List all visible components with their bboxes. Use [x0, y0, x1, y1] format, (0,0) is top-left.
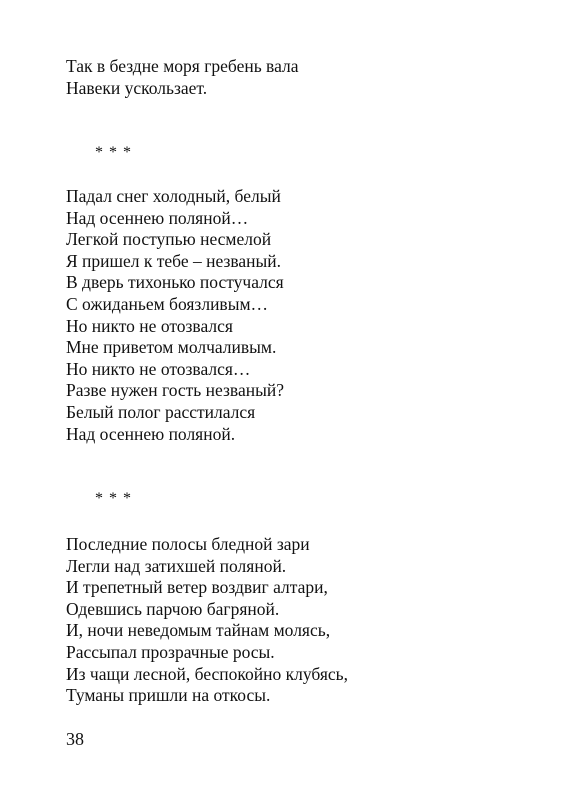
poem-line: Так в бездне моря гребень вала — [66, 56, 299, 76]
poem-line: Разве нужен гость незваный? — [66, 380, 284, 401]
poem-line: Я пришел к тебе – незваный. — [66, 250, 282, 271]
poem-intro-stanza — [66, 56, 299, 99]
page-number: 38 — [66, 729, 84, 749]
poem-line: Над осеннею поляной… — [66, 207, 249, 228]
poem-line: Одевшись парчою багряной. — [66, 598, 280, 619]
poem-line: Но никто не отозвался — [66, 315, 233, 336]
poem-line: Навеки ускользает. — [66, 77, 208, 98]
poem-line: Падал снег холодный, белый — [66, 186, 281, 206]
poem-line: И трепетный ветер воздвиг алтари, — [66, 577, 328, 598]
poem-line: Легкой поступью несмелой — [66, 229, 272, 250]
poem-line: Мне приветом молчаливым. — [66, 337, 277, 358]
poem-line: Рассыпал прозрачные росы. — [66, 641, 275, 662]
poem-line: Туманы пришли на откосы. — [66, 685, 271, 706]
poem-line: Но никто не отозвался… — [66, 358, 251, 379]
poem-line: В дверь тихонько постучался — [66, 272, 284, 293]
poem-line: С ожиданьем боязливым… — [66, 293, 269, 314]
poem-line: Белый полог расстилался — [66, 401, 256, 422]
poem-falling-snow — [66, 186, 284, 445]
poem-line: Из чащи лесной, беспокойно клубясь, — [66, 663, 349, 684]
poem-line: И, ночи неведомым тайнам молясь, — [66, 620, 331, 641]
poem-line: Над осеннею поляной. — [66, 423, 236, 444]
poem-line: Легли над затихшей поляной. — [66, 555, 287, 576]
section-separator: * * * — [95, 144, 132, 161]
poem-last-dawn — [66, 534, 348, 707]
section-separator: * * * — [95, 490, 132, 507]
poem-line: Последние полосы бледной зари — [66, 534, 310, 554]
